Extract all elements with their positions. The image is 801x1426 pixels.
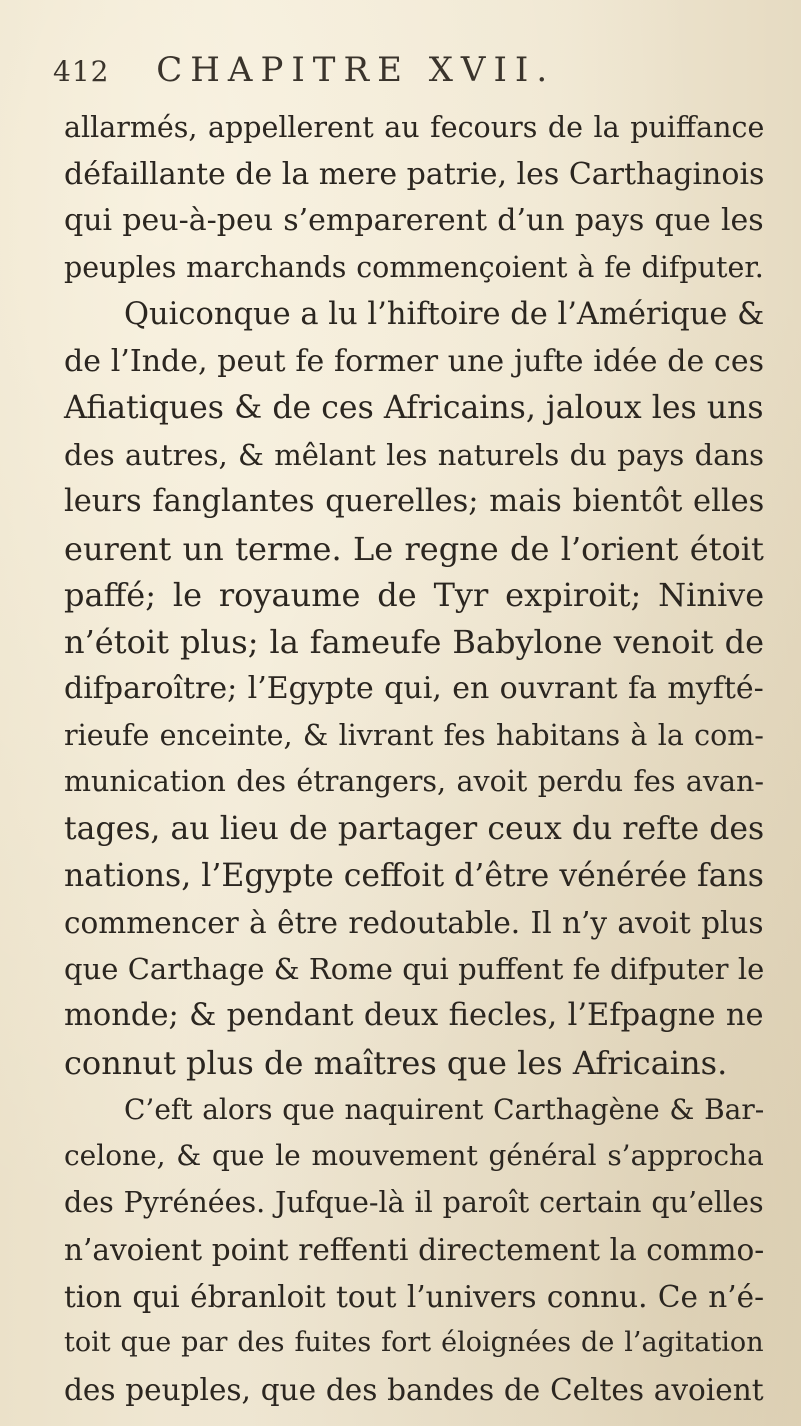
text-line: C’eft alors que naquirent Carthagène & Bar-	[124, 1093, 765, 1126]
text-line: que Carthage & Rome qui puffent fe difputer le	[64, 952, 765, 986]
text-line: des peuples, que des bandes de Celtes avoient	[64, 1373, 764, 1407]
text-line: des Pyrénées. Jufque-là il paroît certain qu’elles	[64, 1186, 764, 1219]
chapter-title: CHAPITRE XVII.	[156, 50, 556, 90]
text-line: toit que par des fuites fort éloignées de l’agitation	[64, 1327, 764, 1358]
text-line: tion qui ébranloit tout l’univers connu. Ce n’é-	[64, 1280, 765, 1314]
text-line: de l’Inde, peut fe former une jufte idée de ces	[64, 344, 764, 379]
text-line: paffé; le royaume de Tyr expiroit; Ninive	[64, 576, 765, 614]
text-line: n’étoit plus; la fameufe Babylone venoit de	[64, 623, 765, 661]
text-line: celone, & que le mouvement général s’approcha	[64, 1139, 764, 1172]
text-line: qui peu-à-peu s’emparerent d’un pays que les	[64, 203, 764, 238]
text-line: difparoître; l’Egypte qui, en ouvrant fa myfté-	[64, 671, 764, 706]
text-line: défaillante de la mere patrie, les Carthaginois	[64, 157, 765, 192]
text-line: rieufe enceinte, & livrant fes habitans à la com-	[64, 719, 764, 752]
text-line: eurent un terme. Le regne de l’orient étoit	[64, 530, 764, 568]
text-line: tages, au lieu de partager ceux du refte des	[64, 811, 765, 847]
text-line: connut plus de maîtres que les Africains.	[64, 1044, 728, 1082]
text-line: nations, l’Egypte ceffoit d’être vénérée fans	[64, 858, 764, 894]
text-line: leurs fanglantes querelles; mais bientôt elles	[64, 484, 765, 519]
text-line: n’avoient point reffenti directement la commo-	[64, 1233, 765, 1267]
text-line: monde; & pendant deux fiecles, l’Efpagne ne	[64, 998, 764, 1033]
text-line: Quiconque a lu l’hiftoire de l’Amérique &	[124, 297, 765, 332]
text-line: commencer à être redoutable. Il n’y avoit plus	[64, 906, 764, 940]
page-number: 412	[53, 55, 110, 88]
text-line: allarmés, appellerent au fecours de la puiffance	[64, 111, 765, 144]
text-line: peuples marchands commençoient à fe difputer.	[64, 251, 764, 284]
text-line: Afiatiques & de ces Africains, jaloux les uns	[64, 390, 764, 426]
text-line: des autres, & mêlant les naturels du pays dans	[64, 438, 765, 472]
text-line: munication des étrangers, avoit perdu fes avan-	[64, 765, 764, 798]
